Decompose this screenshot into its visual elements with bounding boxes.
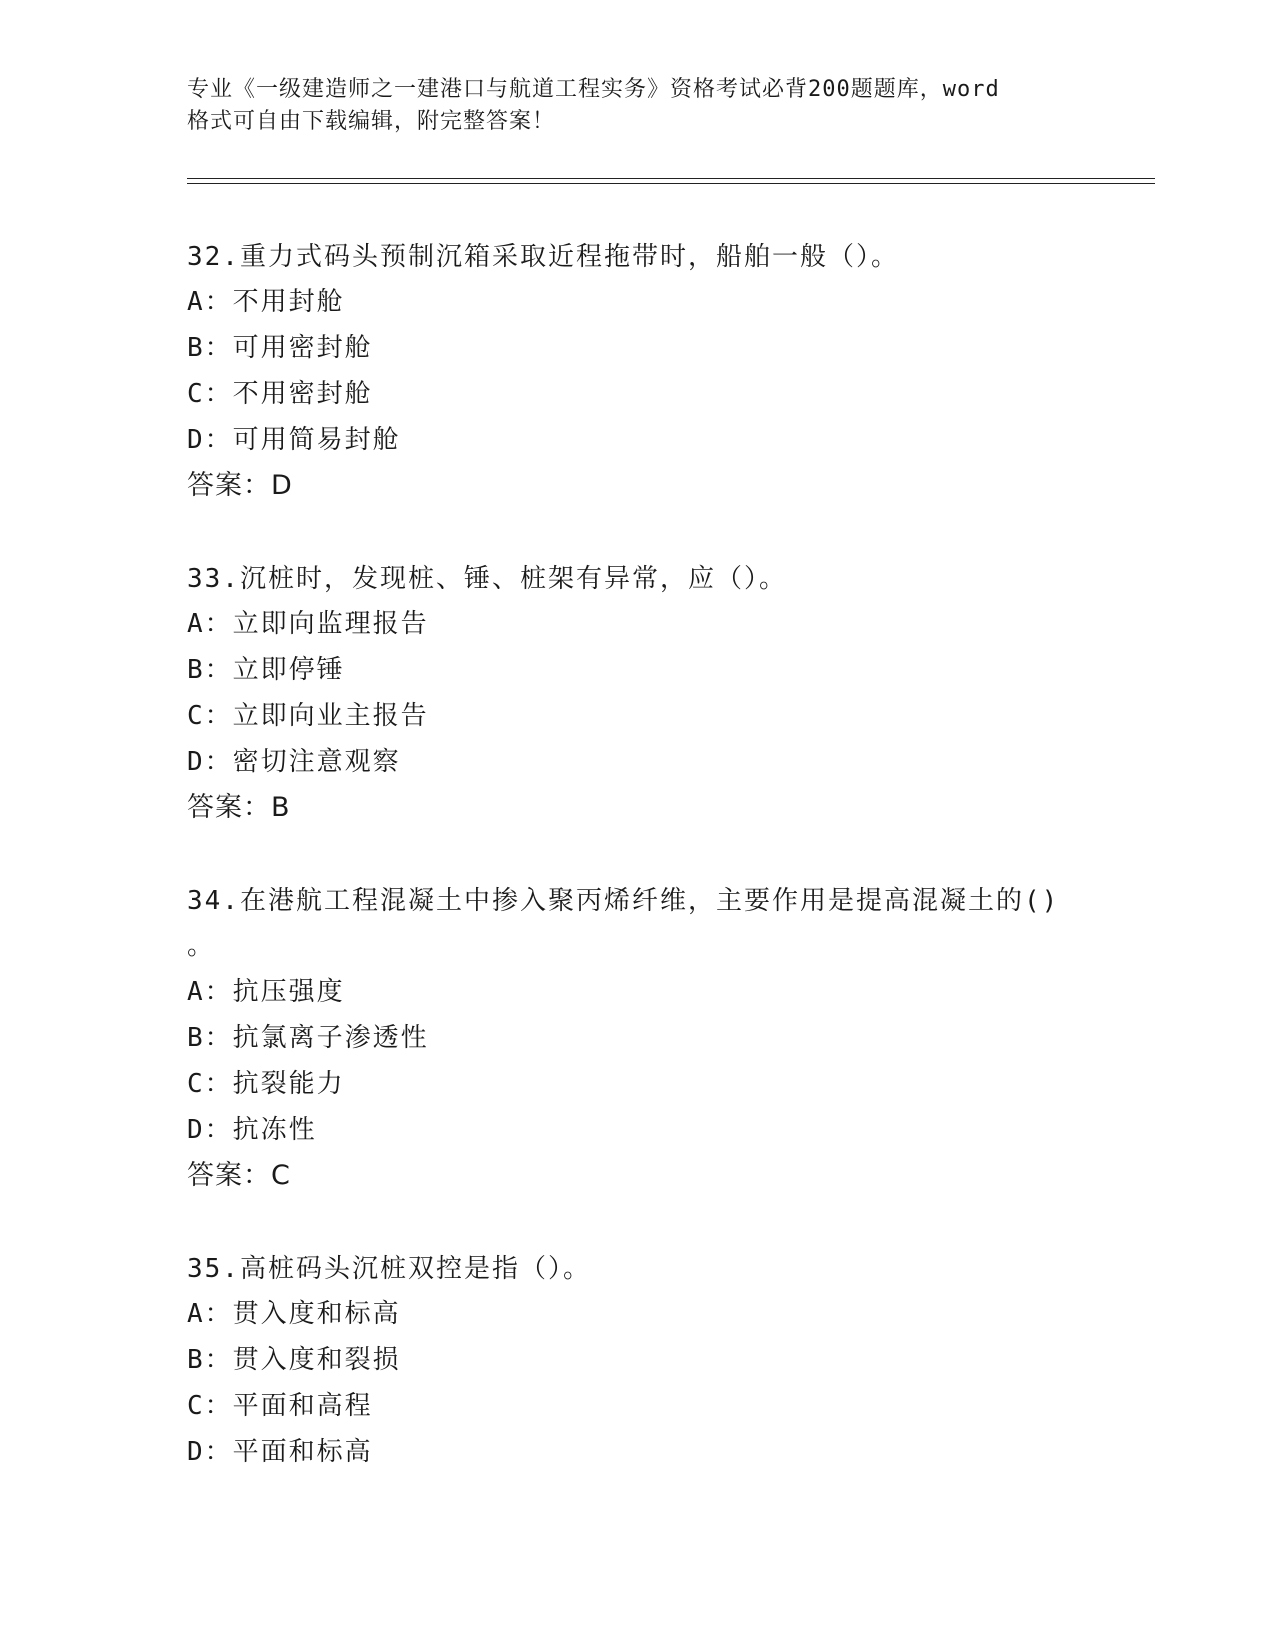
answer-line: 答案：B <box>187 792 291 823</box>
question-34 <box>187 879 1147 1199</box>
question-stem: 35.高桩码头沉桩双控是指（）。 <box>187 1254 591 1284</box>
answer-line: 答案：C <box>187 1160 291 1191</box>
option-a: A：贯入度和标高 <box>187 1299 401 1329</box>
question-stem: 33.沉桩时，发现桩、锤、桩架有异常，应（）。 <box>187 564 787 594</box>
option-b: B：贯入度和裂损 <box>187 1345 401 1375</box>
header-divider-bottom <box>187 183 1155 184</box>
option-d: D：抗冻性 <box>187 1115 317 1145</box>
question-spacer <box>187 1199 1147 1247</box>
question-stem: 34.在港航工程混凝土中掺入聚丙烯纤维，主要作用是提高混凝土的() <box>187 886 1060 916</box>
question-stem: 32.重力式码头预制沉箱采取近程拖带时，船舶一般（）。 <box>187 242 899 272</box>
option-a: A：抗压强度 <box>187 977 345 1007</box>
option-d: D：平面和标高 <box>187 1437 373 1467</box>
question-list <box>187 235 1147 1475</box>
option-b: B：抗氯离子渗透性 <box>187 1023 429 1053</box>
header-divider-top <box>187 178 1155 179</box>
question-35 <box>187 1247 1147 1475</box>
option-c: C：平面和高程 <box>187 1391 373 1421</box>
question-32 <box>187 235 1147 509</box>
option-a: A：立即向监理报告 <box>187 609 429 639</box>
option-c: C：立即向业主报告 <box>187 701 429 731</box>
option-b: B：立即停锤 <box>187 655 345 685</box>
option-c: C：不用密封舱 <box>187 379 373 409</box>
question-33 <box>187 557 1147 831</box>
option-c: C：抗裂能力 <box>187 1069 345 1099</box>
question-stem-continuation: 。 <box>187 931 216 961</box>
answer-line: 答案：D <box>187 470 293 501</box>
header-line-1: 专业《一级建造师之一建港口与航道工程实务》资格考试必背200题题库，word <box>187 77 1000 102</box>
option-b: B：可用密封舱 <box>187 333 373 363</box>
question-spacer <box>187 509 1147 557</box>
header-line-2: 格式可自由下载编辑，附完整答案！ <box>187 109 556 134</box>
question-spacer <box>187 831 1147 879</box>
option-a: A：不用封舱 <box>187 287 345 317</box>
option-d: D：可用简易封舱 <box>187 425 401 455</box>
document-header <box>187 74 1067 138</box>
option-d: D：密切注意观察 <box>187 747 401 777</box>
